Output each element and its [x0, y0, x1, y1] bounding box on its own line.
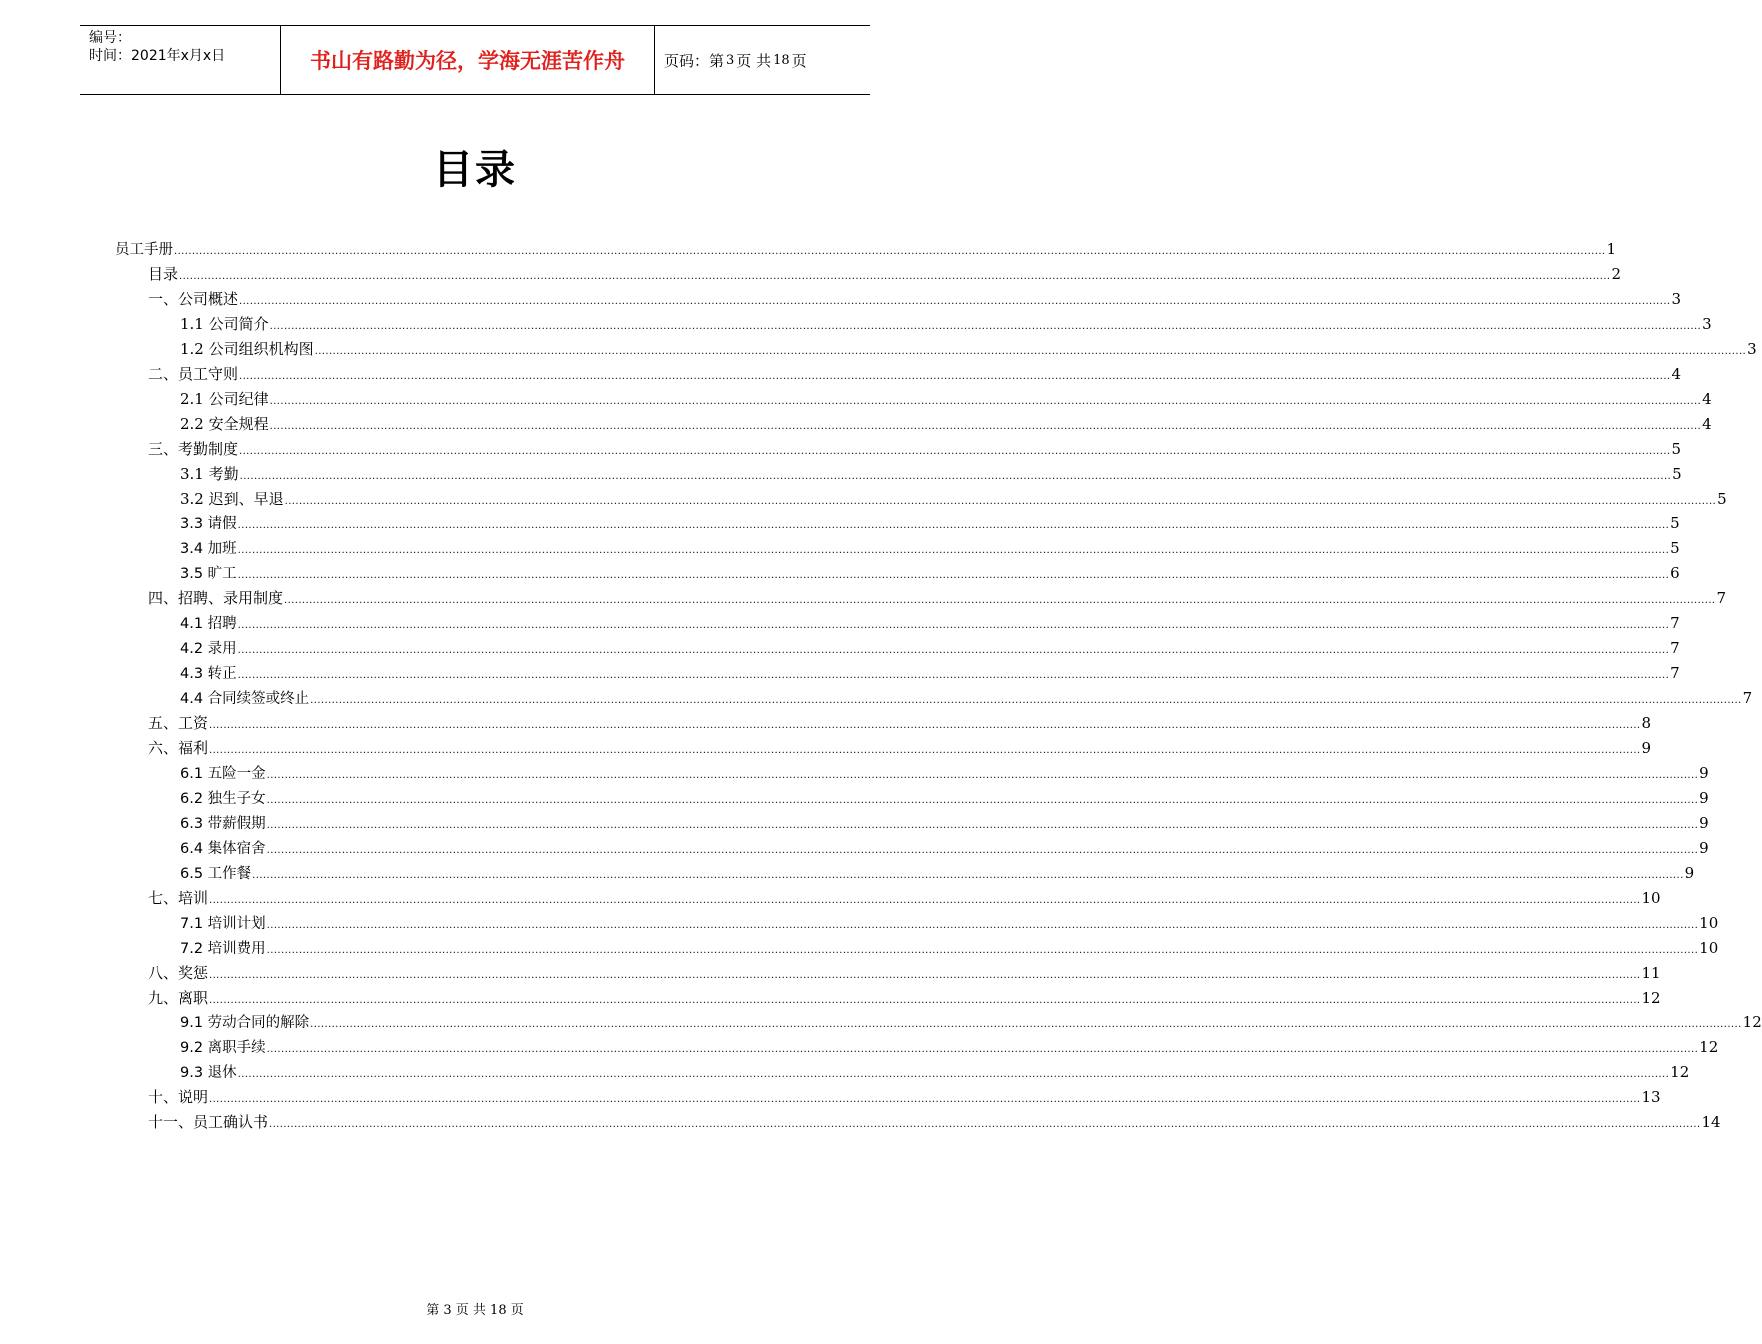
header-page-info — [655, 26, 870, 94]
toc-entry-label: 三、考勤制度 — [148, 439, 239, 458]
page-footer: 第 3 页 共 18 页 — [426, 1303, 524, 1318]
toc-leader-dots: ................................................................................................................................................................................................................................................................................................................................................................................................................ — [266, 844, 1699, 856]
toc-entry-label: 4.1 招聘 — [180, 616, 237, 633]
toc-entry-label: 1.2 公司组织机构图 — [180, 339, 314, 358]
toc-entry[interactable] — [148, 961, 1661, 986]
toc-entry-page: 9 — [1699, 813, 1709, 832]
toc-leader-dots: ................................................................................................................................................................................................................................................................................................................................................................................................................ — [239, 470, 1672, 482]
toc-entry[interactable] — [180, 811, 1709, 836]
toc-entry-page: 12 — [1641, 988, 1661, 1007]
toc-entry[interactable] — [115, 237, 1617, 262]
toc-leader-dots: ................................................................................................................................................................................................................................................................................................................................................................................................................ — [266, 919, 1699, 931]
toc-leader-dots: ................................................................................................................................................................................................................................................................................................................................................................................................................ — [269, 420, 1702, 432]
toc-leader-dots: ................................................................................................................................................................................................................................................................................................................................................................................................................ — [209, 720, 1641, 732]
toc-entry-label: 目录 — [148, 264, 179, 283]
toc-leader-dots: ................................................................................................................................................................................................................................................................................................................................................................................................................ — [174, 246, 1606, 257]
toc-entry-page: 6 — [1670, 564, 1680, 583]
toc-entry-page: 12 — [1699, 1038, 1719, 1057]
toc-entry[interactable] — [180, 1060, 1690, 1085]
toc-leader-dots: ................................................................................................................................................................................................................................................................................................................................................................................................................ — [209, 969, 1641, 981]
toc-entry-label: 4.3 转正 — [180, 666, 237, 683]
toc-entry-label: 六、福利 — [148, 739, 209, 757]
toc-entry[interactable] — [180, 1010, 1762, 1035]
toc-entry-label: 2.1 公司纪律 — [180, 389, 269, 408]
header-time-label: 时间：2021年x月x日 — [89, 48, 226, 64]
toc-entry-page: 3 — [1702, 314, 1712, 333]
header-meta — [80, 26, 281, 94]
page-current: 3 — [726, 52, 735, 68]
toc-entry-page: 5 — [1672, 464, 1682, 483]
toc-leader-dots: ................................................................................................................................................................................................................................................................................................................................................................................................................ — [266, 1044, 1699, 1056]
page-header — [80, 25, 870, 95]
toc-leader-dots: ................................................................................................................................................................................................................................................................................................................................................................................................................ — [209, 745, 1641, 756]
toc-entry-page: 9 — [1699, 763, 1709, 782]
toc-entry-page: 4 — [1702, 414, 1712, 433]
toc-entry-label: 3.5 旷工 — [180, 566, 237, 583]
toc-entry-page: 5 — [1670, 539, 1680, 558]
toc-leader-dots: ................................................................................................................................................................................................................................................................................................................................................................................................................ — [237, 620, 1670, 632]
toc-leader-dots: ................................................................................................................................................................................................................................................................................................................................................................................................................ — [252, 869, 1684, 881]
toc-entry[interactable] — [148, 886, 1661, 911]
toc-entry[interactable] — [180, 661, 1680, 686]
toc-entry-page: 14 — [1701, 1113, 1721, 1132]
toc-entry-page: 9 — [1699, 788, 1709, 807]
toc-leader-dots: ................................................................................................................................................................................................................................................................................................................................................................................................................ — [239, 370, 1671, 382]
toc-entry-page: 12 — [1670, 1063, 1690, 1082]
toc-leader-dots: ................................................................................................................................................................................................................................................................................................................................................................................................................ — [209, 1094, 1641, 1106]
toc-entry[interactable] — [148, 586, 1727, 611]
toc-entry[interactable] — [180, 836, 1709, 861]
toc-entry-label: 6.4 集体宿舍 — [180, 840, 266, 857]
header-number-label: 编号： — [89, 30, 131, 46]
toc-leader-dots: ................................................................................................................................................................................................................................................................................................................................................................................................................ — [284, 495, 1717, 507]
toc-entry-label: 八、奖惩 — [148, 963, 209, 982]
toc-entry-label: 4.2 录用 — [180, 641, 237, 658]
toc-entry[interactable] — [180, 462, 1682, 487]
toc-entry-page: 11 — [1641, 963, 1661, 982]
toc-leader-dots: ................................................................................................................................................................................................................................................................................................................................................................................................................ — [266, 794, 1699, 806]
toc-entry[interactable] — [148, 1110, 1721, 1135]
toc-entry-label: 7.1 培训计划 — [180, 915, 266, 932]
toc-entry[interactable] — [180, 337, 1757, 362]
toc-leader-dots: ................................................................................................................................................................................................................................................................................................................................................................................................................ — [237, 1069, 1670, 1081]
toc-entry-page: 3 — [1671, 289, 1682, 308]
toc-entry[interactable] — [180, 786, 1709, 811]
toc-entry-label: 2.2 安全规程 — [180, 414, 269, 433]
toc-entry[interactable] — [180, 611, 1680, 636]
toc-entry-label: 员工手册 — [115, 242, 173, 258]
toc-entry-page: 7 — [1670, 639, 1680, 658]
toc-entry[interactable] — [180, 487, 1727, 512]
toc-leader-dots: ................................................................................................................................................................................................................................................................................................................................................................................................................ — [269, 395, 1702, 407]
toc-leader-dots: ................................................................................................................................................................................................................................................................................................................................................................................................................ — [310, 695, 1742, 707]
toc-entry-page: 2 — [1611, 264, 1622, 283]
toc-entry-page: 4 — [1671, 364, 1682, 383]
toc-leader-dots: ................................................................................................................................................................................................................................................................................................................................................................................................................ — [237, 570, 1670, 582]
toc-entry[interactable] — [180, 412, 1712, 437]
toc-entry-page: 7 — [1716, 589, 1727, 608]
toc-leader-dots: ................................................................................................................................................................................................................................................................................................................................................................................................................ — [237, 670, 1670, 682]
toc-entry-page: 13 — [1641, 1088, 1661, 1107]
toc-entry-label: 6.5 工作餐 — [180, 865, 252, 882]
toc-entry[interactable] — [180, 911, 1719, 936]
toc-entry-page: 5 — [1670, 514, 1680, 533]
toc-entry[interactable] — [180, 761, 1709, 786]
toc-entry[interactable] — [180, 536, 1680, 561]
page-mid: 页 共 — [736, 51, 772, 70]
toc-entry-page: 9 — [1699, 838, 1709, 857]
toc-entry-label: 3.2 迟到、早退 — [180, 489, 284, 508]
toc-entry[interactable] — [180, 861, 1695, 886]
toc-leader-dots: ................................................................................................................................................................................................................................................................................................................................................................................................................ — [266, 819, 1699, 831]
toc-entry-label: 七、培训 — [148, 888, 209, 907]
toc-leader-dots: ................................................................................................................................................................................................................................................................................................................................................................................................................ — [266, 944, 1699, 956]
page-total: 18 — [773, 52, 790, 68]
toc-leader-dots: ................................................................................................................................................................................................................................................................................................................................................................................................................ — [237, 645, 1670, 657]
toc-entry-label: 十、说明 — [148, 1088, 209, 1107]
toc-entry-page: 7 — [1742, 689, 1753, 708]
toc-leader-dots: ................................................................................................................................................................................................................................................................................................................................................................................................................ — [237, 545, 1670, 557]
toc-entry[interactable] — [180, 1035, 1719, 1060]
toc-entry-page: 5 — [1671, 439, 1682, 458]
toc-entry[interactable] — [180, 387, 1712, 412]
toc-entry-page: 10 — [1699, 913, 1719, 932]
toc-leader-dots: ................................................................................................................................................................................................................................................................................................................................................................................................................ — [239, 295, 1671, 307]
toc-entry-page: 12 — [1742, 1013, 1762, 1032]
toc-entry-page: 3 — [1747, 339, 1757, 358]
toc-entry[interactable] — [148, 287, 1682, 312]
toc-entry-page: 4 — [1702, 389, 1712, 408]
toc-entry-page: 9 — [1684, 863, 1695, 882]
toc-entry-label: 6.3 带薪假期 — [180, 815, 266, 832]
toc-entry-label: 五、工资 — [148, 714, 209, 733]
toc-entry-label: 9.1 劳动合同的解除 — [180, 1015, 310, 1032]
page-prefix: 页码：第 — [664, 51, 725, 70]
toc-entry-page: 8 — [1641, 714, 1652, 733]
page-title: 目录 — [433, 147, 517, 193]
toc-entry[interactable] — [148, 437, 1682, 462]
toc-leader-dots: ................................................................................................................................................................................................................................................................................................................................................................................................................ — [179, 270, 1611, 282]
toc-entry-label: 9.3 退休 — [180, 1065, 237, 1082]
toc-entry-label: 十一、员工确认书 — [148, 1113, 269, 1132]
toc-entry-page: 10 — [1641, 888, 1661, 907]
toc-entry-label: 二、员工守则 — [148, 364, 239, 383]
toc-entry-label: 7.2 培训费用 — [180, 940, 266, 957]
toc-entry-page: 5 — [1717, 489, 1727, 508]
toc-entry-page: 7 — [1670, 664, 1680, 683]
toc-entry-label: 4.4 合同续签或终止 — [180, 691, 310, 708]
toc-leader-dots: ................................................................................................................................................................................................................................................................................................................................................................................................................ — [209, 994, 1641, 1006]
toc-leader-dots: ................................................................................................................................................................................................................................................................................................................................................................................................................ — [310, 1019, 1742, 1031]
toc-entry-label: 3.3 请假 — [180, 516, 237, 533]
toc-entry-label: 6.2 独生子女 — [180, 790, 266, 807]
page-suffix: 页 — [791, 51, 807, 70]
toc-leader-dots: ................................................................................................................................................................................................................................................................................................................................................................................................................ — [314, 345, 1747, 357]
toc-entry[interactable] — [148, 711, 1652, 736]
toc-entry-label: 九、离职 — [148, 988, 209, 1007]
header-motto: 书山有路勤为径，学海无涯苦作舟 — [281, 26, 655, 94]
toc-entry-label: 6.1 五险一金 — [180, 765, 266, 782]
toc-leader-dots: ................................................................................................................................................................................................................................................................................................................................................................................................................ — [269, 1119, 1701, 1131]
toc-entry-page: 9 — [1641, 739, 1652, 757]
toc-entry[interactable] — [148, 1085, 1661, 1110]
toc-entry-label: 3.4 加班 — [180, 541, 237, 558]
toc-entry[interactable] — [148, 736, 1652, 761]
toc-entry-label: 一、公司概述 — [148, 289, 239, 308]
toc-leader-dots: ................................................................................................................................................................................................................................................................................................................................................................................................................ — [284, 595, 1716, 607]
toc-entry[interactable] — [148, 362, 1682, 387]
toc-entry[interactable] — [180, 312, 1712, 337]
toc-entry-page: 10 — [1699, 938, 1719, 957]
toc-entry[interactable] — [180, 511, 1680, 536]
toc-entry[interactable] — [180, 561, 1680, 586]
toc-entry[interactable] — [180, 936, 1719, 961]
toc-entry-page: 1 — [1606, 240, 1617, 258]
toc-leader-dots: ................................................................................................................................................................................................................................................................................................................................................................................................................ — [266, 769, 1699, 781]
toc-entry[interactable] — [148, 986, 1661, 1011]
toc-entry[interactable] — [180, 686, 1753, 711]
toc-entry-label: 1.1 公司简介 — [180, 314, 269, 333]
toc-entry-label: 9.2 离职手续 — [180, 1040, 266, 1057]
toc-entry[interactable] — [180, 636, 1680, 661]
toc-entry-label: 3.1 考勤 — [180, 464, 239, 483]
toc-leader-dots: ................................................................................................................................................................................................................................................................................................................................................................................................................ — [269, 320, 1702, 332]
toc-leader-dots: ................................................................................................................................................................................................................................................................................................................................................................................................................ — [237, 520, 1670, 532]
toc-leader-dots: ................................................................................................................................................................................................................................................................................................................................................................................................................ — [209, 894, 1641, 906]
toc-entry[interactable] — [148, 262, 1622, 287]
toc-entry-page: 7 — [1670, 614, 1680, 633]
toc-entry-label: 四、招聘、录用制度 — [148, 589, 284, 608]
toc-leader-dots: ................................................................................................................................................................................................................................................................................................................................................................................................................ — [239, 445, 1671, 457]
